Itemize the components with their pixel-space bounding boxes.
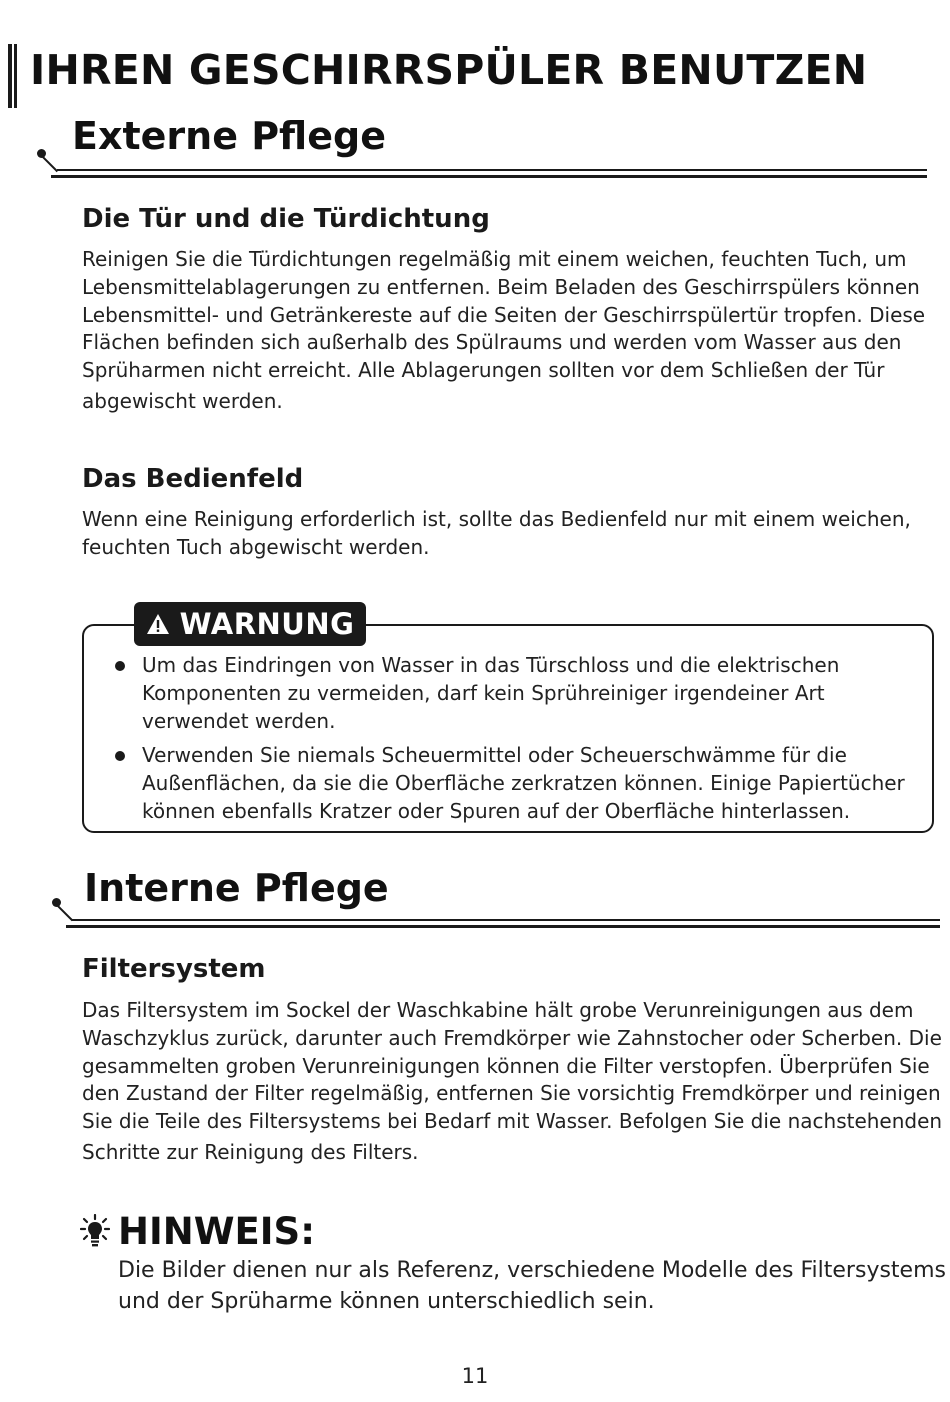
paragraph-line: Außenflächen, da sie die Oberfläche zerkratzen können. Einige Papiertücher (142, 770, 905, 795)
warning-item (142, 742, 905, 825)
paragraph-line: Die Bilder dienen nur als Referenz, verschiedene Modelle des Filtersystems (118, 1258, 946, 1283)
page-number: 11 (461, 1364, 489, 1388)
paragraph-line: können ebenfalls Kratzer oder Spuren auf der Oberfläche hinterlassen. (142, 798, 851, 823)
chapter-marker-bar (8, 44, 12, 108)
paragraph-line: Schritte zur Reinigung des Filters. (82, 1139, 419, 1164)
section-divider-thin (72, 919, 940, 921)
paragraph-line: Um das Eindringen von Wasser in das Türschloss und die elektrischen (142, 653, 840, 677)
list-bullet (115, 661, 125, 671)
paragraph-line: feuchten Tuch abgewischt werden. (82, 534, 430, 559)
chapter-title: IHREN GESCHIRRSPÜLER BENUTZEN (30, 46, 868, 94)
paragraph-line: Lebensmittel- und Getränkereste auf die Seiten der Geschirrspülertür tropfen. Diese (82, 302, 926, 327)
subheading-door: Die Tür und die Türdichtung (82, 204, 490, 234)
warning-label (134, 602, 366, 646)
paragraph-line: Flächen befinden sich außerhalb des Spülraums und werden vom Wasser aus den (82, 330, 902, 355)
door-paragraph (82, 246, 925, 416)
warning-item (142, 652, 839, 735)
subheading-filter: Filtersystem (82, 954, 266, 984)
paragraph-line: Reinigen Sie die Türdichtungen regelmäßig mit einem weichen, feuchten Tuch, um (82, 247, 907, 271)
paragraph-line: Lebensmittelablagerungen zu entfernen. Beim Beladen des Geschirrspülers können (82, 274, 920, 299)
section-title-external: Externe Pflege (72, 114, 386, 158)
paragraph-line: verwendet werden. (142, 708, 336, 733)
paragraph-line: Komponenten zu vermeiden, darf kein Sprühreiniger irgendeiner Art (142, 680, 825, 705)
subheading-panel: Das Bedienfeld (82, 464, 304, 494)
section-divider-thick (51, 175, 927, 178)
paragraph-line: Sprüharmen nicht erreicht. Alle Ablagerungen sollten vor dem Schließen der Tür (82, 358, 885, 383)
section-divider-slant (41, 155, 58, 172)
filter-paragraph (82, 997, 942, 1167)
section-divider-thin (57, 169, 927, 171)
panel-paragraph (82, 506, 911, 562)
note-paragraph (118, 1255, 946, 1317)
paragraph-line: gesammelten groben Verunreinigungen können die Filter verstopfen. Überprüfen Sie (82, 1053, 930, 1078)
paragraph-line: Das Filtersystem im Sockel der Waschkabine hält grobe Verunreinigungen aus dem (82, 998, 914, 1022)
paragraph-line: abgewischt werden. (82, 388, 283, 413)
paragraph-line: den Zustand der Filter regelmäßig, entfernen Sie vorsichtig Fremdkörper und reinigen (82, 1081, 941, 1106)
paragraph-line: Verwenden Sie niemals Scheuermittel oder Scheuerschwämme für die (142, 743, 847, 767)
warning-triangle-icon (146, 613, 170, 635)
paragraph-line: Sie die Teile des Filtersystems bei Bedarf mit Wasser. Befolgen Sie die nachstehenden (82, 1109, 943, 1134)
section-title-internal: Interne Pflege (84, 866, 389, 910)
list-bullet (115, 751, 125, 761)
note-title: HINWEIS: (118, 1210, 315, 1253)
paragraph-line: Waschzyklus zurück, darunter auch Fremdkörper wie Zahnstocher oder Scherben. Die (82, 1025, 942, 1050)
paragraph-line: Wenn eine Reinigung erforderlich ist, sollte das Bedienfeld nur mit einem weichen, (82, 507, 911, 531)
paragraph-line: und der Sprüharme können unterschiedlich sein. (118, 1289, 655, 1314)
lightbulb-icon (80, 1214, 110, 1254)
warning-label-text: WARNUNG (179, 607, 355, 641)
chapter-marker-bar (14, 44, 17, 108)
section-divider-slant (56, 904, 73, 921)
section-divider-thick (66, 925, 940, 928)
